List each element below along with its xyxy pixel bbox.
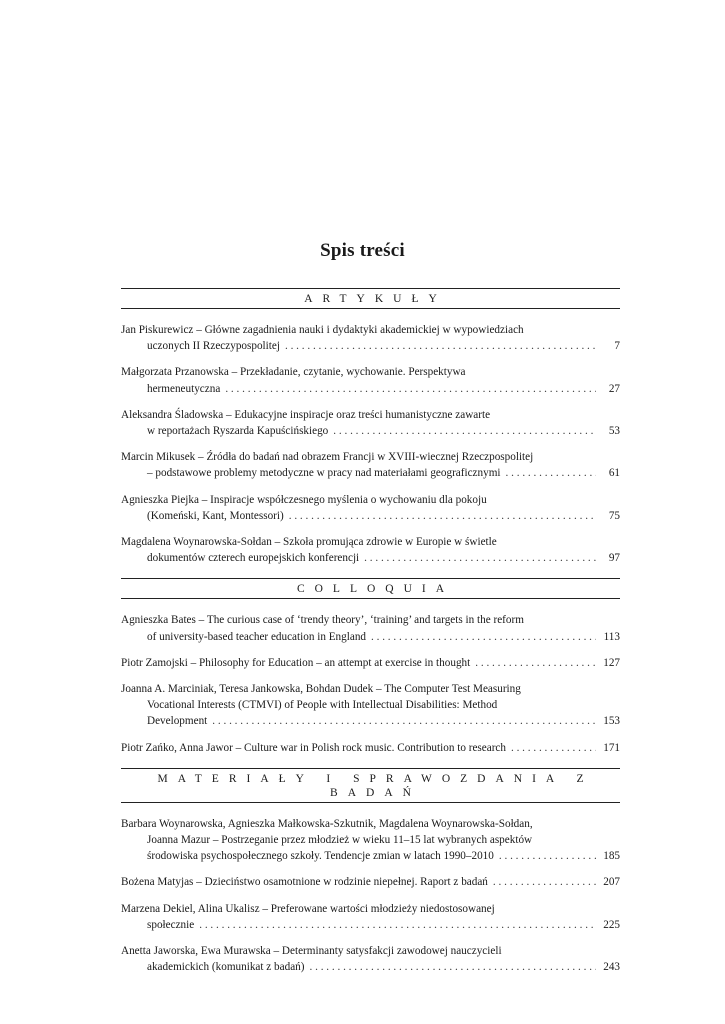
toc-entry-line: Anetta Jaworska, Ewa Murawska – Determinanty satysfakcji zawodowej nauczycieli [121,945,502,958]
toc-entry-final-line [121,550,620,566]
toc-entry-text: Bożena Matyjas – Dzieciństwo osamotnione w rodzinie niepełnej. Raport z badań [121,876,488,889]
toc-entry-final-line [121,848,620,864]
toc-entry[interactable] [121,322,620,354]
table-of-contents [121,288,620,985]
page-number: 127 [603,656,620,669]
toc-entry-text: (Komeński, Kant, Montessori) [147,509,284,522]
dot-leader [493,874,596,890]
toc-entry-final-line [121,917,620,933]
page-number: 97 [608,552,620,565]
toc-entry[interactable] [121,407,620,439]
toc-entry-text: Piotr Zamojski – Philosophy for Education – an attempt at exercise in thought [121,656,471,669]
toc-entry-line: Jan Piskurewicz – Główne zagadnienia nauki i dydaktyki akademickiej w wypowiedziach [121,324,524,336]
toc-entry-text: Piotr Zańko, Anna Jawor – Culture war in Polish rock music. Contribution to research [121,741,506,754]
page-number: 113 [603,630,620,643]
page-number: 243 [603,961,620,974]
toc-entry-line: Marcin Mikusek – Źródła do badań nad obrazem Francji w XVIII-wiecznej Rzeczpospolitej [121,451,534,464]
dot-leader [475,655,596,671]
toc-entry-text: w reportażach Ryszarda Kapuścińskiego [147,425,329,438]
section-heading: COLLOQUIA [121,578,620,599]
toc-entry-final-line [121,874,620,890]
toc-entry-final-line [121,629,620,645]
toc-entry-line: Małgorzata Przanowska – Przekładanie, czytanie, wychowanie. Perspektywa [121,366,466,379]
toc-entry[interactable] [121,943,620,975]
toc-entry-final-line [121,465,620,481]
toc-entry-text: – podstawowe problemy metodyczne w pracy nad materiałami geograficznymi [147,467,501,480]
dot-leader [364,550,596,566]
toc-entry[interactable] [121,449,620,481]
dot-leader [225,381,596,397]
toc-entry-final-line [121,655,620,671]
dot-leader [511,740,596,756]
toc-entry[interactable] [121,740,620,756]
dot-leader [212,713,596,729]
page-number: 27 [608,382,620,395]
toc-entry-line: Marzena Dekiel, Alina Ukalisz – Preferowane wartości młodzieży niedostosowanej [121,902,495,915]
toc-entry[interactable] [121,901,620,933]
toc-entry[interactable] [121,492,620,524]
toc-entry[interactable] [121,816,620,865]
toc-entry[interactable] [121,681,620,730]
toc-entry-text: akademickich (komunikat z badań) [147,961,305,974]
toc-entry[interactable] [121,655,620,671]
toc-entry[interactable] [121,534,620,566]
page-number: 207 [603,876,620,889]
dot-leader [289,508,596,524]
toc-entry-final-line [121,338,620,354]
page-number: 61 [608,467,620,480]
toc-entry-text: dokumentów czterech europejskich konferencji [147,552,360,565]
toc-entry[interactable] [121,612,620,644]
page-number: 7 [614,340,620,353]
toc-entry-line: Aleksandra Śladowska – Edukacyjne inspiracje oraz treści humanistyczne zawarte [121,408,491,421]
toc-entry-final-line [121,959,620,975]
toc-entry[interactable] [121,364,620,396]
section-heading: ARTYKUŁY [121,288,620,309]
page-title: Spis treści [320,240,405,261]
toc-entry-text: Development [147,715,208,728]
toc-entry-final-line [121,740,620,756]
toc-entry-final-line [121,713,620,729]
page-number: 225 [603,918,620,931]
toc-entry-text: społecznie [147,918,195,931]
toc-entry-line: Joanna Mazur – Postrzeganie przez młodzież w wieku 11–15 lat wybranych aspektów [147,834,533,847]
page-number: 185 [603,850,620,863]
toc-entry-line: Agnieszka Bates – The curious case of ‘trendy theory’, ‘training’ and targets in the reform [121,614,524,627]
dot-leader [310,959,597,975]
toc-entry-final-line [121,508,620,524]
toc-entry-final-line [121,423,620,439]
toc-entry-final-line [121,381,620,397]
page-number: 53 [608,425,620,438]
page-number: 75 [608,509,620,522]
toc-entry-line: Vocational Interests (CTMVI) of People with Intellectual Disabilities: Method [147,699,498,712]
dot-leader [285,338,596,354]
toc-entry-text: hermeneutyczna [147,382,221,395]
section-heading: MATERIAŁY I SPRAWOZDANIA Z BADAŃ [121,768,620,803]
toc-entry-line: Joanna A. Marciniak, Teresa Jankowska, Bohdan Dudek – The Computer Test Measuring [121,683,521,696]
dot-leader [371,629,596,645]
toc-entry-line: Agnieszka Piejka – Inspiracje współczesnego myślenia o wychowaniu dla pokoju [121,493,487,506]
dot-leader [499,848,596,864]
toc-entry-line: Magdalena Woynarowska-Sołdan – Szkoła promująca zdrowie w Europie w świetle [121,536,497,549]
dot-leader [333,423,596,439]
page-number: 153 [603,715,620,728]
toc-entry[interactable] [121,874,620,890]
dot-leader [506,465,596,481]
toc-entry-text: of university-based teacher education in England [147,630,367,643]
toc-entry-line: Barbara Woynarowska, Agnieszka Małkowska-Szkutnik, Magdalena Woynarowska-Sołdan, [121,817,533,830]
toc-entry-text: środowiska psychospołecznego szkoły. Tendencje zmian w latach 1990–2010 [147,850,494,863]
page-number: 171 [603,741,620,754]
dot-leader [199,917,596,933]
toc-entry-text: uczonych II Rzeczypospolitej [147,340,280,353]
